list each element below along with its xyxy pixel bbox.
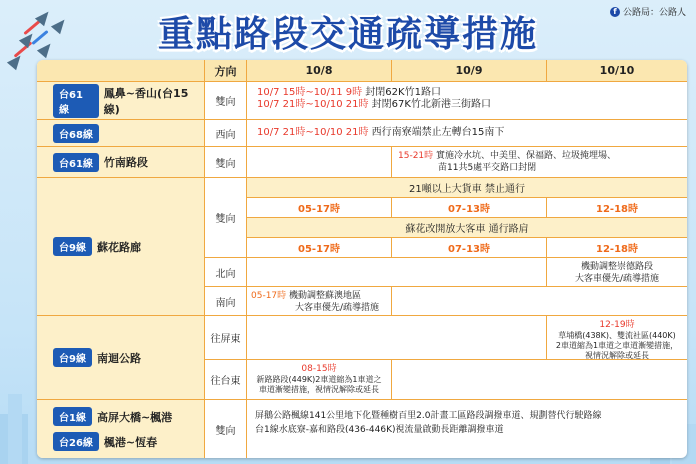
measure-text: 封閉67K竹北新港三街路口 (371, 99, 491, 110)
measure-cell (547, 316, 687, 360)
route-name: 竹南路段 (103, 156, 148, 169)
time-cell: 12-18時 (547, 198, 687, 218)
source-text: 公路局：公路人 (622, 8, 686, 18)
measure-time: 10/7 21時~10/10 21時 (257, 127, 369, 138)
measure-text: 屏鵝公路楓線141公里地下化暨種樹百里2.0計畫工區路段調撥車道、規劃替代行駛路線 (255, 411, 602, 421)
direction-cell: 南向 (205, 287, 247, 316)
time-cell: 12-18時 (547, 238, 687, 258)
time-cell: 05-17時 (247, 198, 392, 218)
direction-cell: 往台東 (205, 360, 247, 400)
route-badge: 台1線 (53, 407, 92, 426)
header-date-1009: 10/9 (392, 60, 547, 82)
facebook-icon: f (610, 7, 620, 17)
route-name: 南迴公路 (96, 351, 141, 365)
measures-table (37, 60, 687, 458)
empty-cell (392, 360, 687, 400)
measure-text: 大客車優先/疏導措施 (574, 274, 660, 284)
measure-time: 15-21時 (398, 151, 434, 161)
route-tai9-nanhui (37, 316, 205, 400)
header-date-1008: 10/8 (247, 60, 392, 82)
route-badge: 台68線 (53, 124, 99, 143)
direction-cell: 雙向 (205, 82, 247, 120)
route-tai68 (37, 120, 205, 147)
header-direction: 方向 (205, 60, 247, 82)
measure-text: 大客車優先/疏導措施 (295, 303, 380, 313)
route-badge: 台61線 (53, 84, 99, 118)
measure-text: 封閉62K竹1路口 (365, 87, 441, 98)
header-blank (37, 60, 205, 82)
route-name: 蘇花路廊 (96, 240, 141, 254)
measure-text: 機動調整崇德路段 (580, 262, 653, 272)
direction-cell: 西向 (205, 120, 247, 147)
empty-cell (247, 258, 547, 287)
empty-cell (392, 287, 687, 316)
measure-cell (392, 147, 687, 178)
truck-ban-band: 21噸以上大貨車 禁止通行 (247, 178, 687, 198)
measure-text: 新路路段(449K)2車道縮為1車道之 (256, 375, 382, 384)
bus-shoulder-band: 蘇花改開放大客車 通行路肩 (247, 218, 687, 238)
time-cell: 07-13時 (392, 238, 547, 258)
page-title: 重點路段交通疏導措施 (157, 14, 538, 55)
measure-text: 台1線水底寮-嘉和路段(436-446K)視流量啟動長距離調撥車道 (255, 425, 504, 435)
measure-time: 10/7 21時~10/10 21時 (257, 99, 369, 110)
route-badge: 台61線 (53, 153, 99, 172)
route-badge: 台9線 (53, 348, 92, 367)
direction-cell: 雙向 (205, 178, 247, 258)
measure-text: 2車道縮為1車道之車道漸變措施， (555, 341, 679, 350)
measure-time: 10/7 15時~10/11 9時 (257, 87, 363, 98)
measure-text: 車道漸變措施，視情況解除或延長 (259, 385, 379, 394)
direction-cell: 雙向 (205, 400, 247, 458)
measure-time: 08-15時 (301, 364, 337, 374)
route-badge: 台9線 (53, 237, 92, 256)
measure-text: 苗11共5處平交路口封閉 (438, 163, 537, 173)
route-name: 高屏大橋~楓港 (96, 411, 173, 424)
measure-cell (247, 287, 392, 316)
empty-cell (247, 147, 392, 178)
route-tai61-zhunan (37, 147, 205, 178)
time-cell: 07-13時 (392, 198, 547, 218)
measure-text: 視情況解除或延長 (585, 351, 649, 360)
measure-time: 12-19時 (599, 320, 635, 330)
route-tai1-tai26 (37, 400, 205, 458)
route-name: 楓港~恆春 (103, 436, 158, 449)
measure-text: 機動調整蘇澳地區 (289, 291, 362, 301)
measure-text: 實施冷水坑、中美里、保福路、垃圾掩埋場、 (436, 151, 617, 161)
route-name: 鳳鼻~香山(台15線) (103, 86, 189, 116)
measure-cell (247, 360, 392, 400)
empty-cell (247, 316, 547, 360)
route-badge: 台26線 (53, 432, 99, 451)
route-tai9-suhua (37, 178, 205, 316)
direction-cell: 往屏東 (205, 316, 247, 360)
measure-text: 西行南寮端禁止左轉台15南下 (371, 127, 505, 138)
measure-cell (247, 120, 687, 147)
measure-cell (247, 400, 687, 458)
measure-cell (547, 258, 687, 287)
direction-cell: 雙向 (205, 147, 247, 178)
direction-cell: 北向 (205, 258, 247, 287)
route-tai61-fengbi (37, 82, 205, 120)
header-date-1010: 10/10 (547, 60, 687, 82)
measure-cell (247, 82, 687, 120)
measure-time: 05-17時 (251, 291, 287, 301)
time-cell: 05-17時 (247, 238, 392, 258)
measure-text: 草埔橋(438K)、雙流社區(440K) (558, 331, 676, 340)
